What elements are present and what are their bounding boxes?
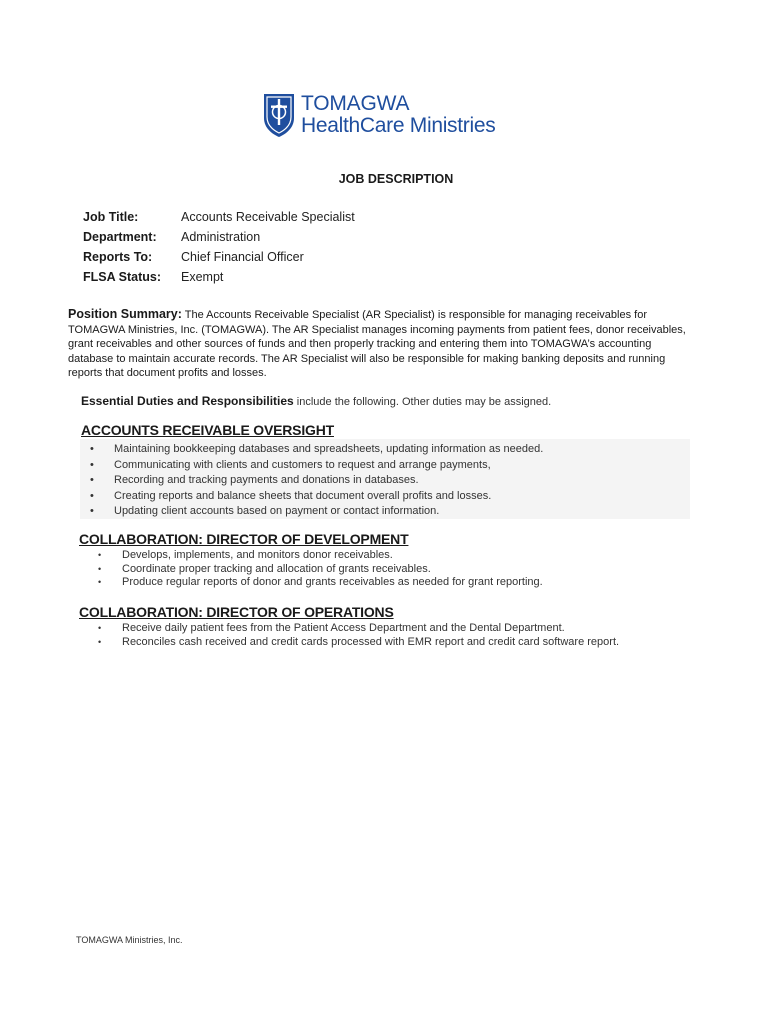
job-info-row xyxy=(83,227,355,247)
logo-wordmark xyxy=(301,92,495,136)
job-info-table xyxy=(83,207,355,287)
list-item-text: Receive daily patient fees from the Patient Access Department and the Dental Department. xyxy=(122,622,565,634)
list-item-text: Communicating with clients and customers to request and arrange payments, xyxy=(114,458,491,471)
job-title-label: Job Title: xyxy=(83,210,139,224)
list-item xyxy=(98,563,543,577)
list-item-text: Coordinate proper tracking and allocation of grants receivables. xyxy=(122,562,431,575)
logo-name-line1: TOMAGWA xyxy=(301,92,410,115)
duties-intro-bold: Essential Duties and Responsibilities xyxy=(81,394,294,408)
reports-to-value: Chief Financial Officer xyxy=(181,250,304,264)
list-item xyxy=(98,576,543,590)
document-title: JOB DESCRIPTION xyxy=(338,172,454,186)
department-label: Department: xyxy=(83,230,157,244)
bullet-icon: • xyxy=(98,577,102,588)
bullet-icon: • xyxy=(90,458,94,471)
bullet-icon: • xyxy=(98,623,102,633)
duties-intro-rest: include the following. Other duties may be assigned. xyxy=(296,396,552,408)
list-item xyxy=(98,636,658,650)
logo-name-line2: HealthCare Ministries xyxy=(301,114,496,137)
list-item-text: Recording and tracking payments and donations in databases. xyxy=(114,474,419,486)
position-summary-label: Position Summary: xyxy=(68,307,182,321)
position-summary xyxy=(68,307,693,381)
list-item-text: Produce regular reports of donor and grants receivables as needed for grant reporting. xyxy=(122,576,543,589)
bullet-icon: • xyxy=(90,505,94,517)
director-operations-list xyxy=(98,622,658,649)
reports-to-label: Reports To: xyxy=(83,250,153,264)
job-info-row xyxy=(83,267,355,287)
list-item xyxy=(90,504,543,520)
shield-cross-icon xyxy=(263,92,295,138)
bullet-icon: • xyxy=(90,443,94,455)
list-item-text: Reconciles cash received and credit cards processed with EMR report and credit card software report. xyxy=(122,635,620,648)
list-item xyxy=(90,442,543,458)
duties-intro xyxy=(81,394,551,408)
department-value: Administration xyxy=(181,230,261,244)
list-item-text: Updating client accounts based on payment or contact information. xyxy=(114,505,440,517)
bullet-icon: • xyxy=(90,489,94,502)
bullet-icon: • xyxy=(98,636,102,647)
organization-logo xyxy=(263,92,503,140)
flsa-status-label: FLSA Status: xyxy=(83,270,162,284)
list-item xyxy=(90,473,543,489)
list-item xyxy=(90,489,543,505)
job-info-row xyxy=(83,247,355,267)
list-item xyxy=(98,549,543,563)
section-heading-ar-oversight: ACCOUNTS RECEIVABLE OVERSIGHT xyxy=(81,422,334,438)
list-item-text: Maintaining bookkeeping databases and spreadsheets, updating information as needed. xyxy=(114,443,544,455)
flsa-status-value: Exempt xyxy=(181,270,224,284)
list-item-text: Develops, implements, and monitors donor receivables. xyxy=(122,549,393,561)
bullet-icon: • xyxy=(98,550,102,560)
page-footer: TOMAGWA Ministries, Inc. xyxy=(76,935,183,945)
job-info-row xyxy=(83,207,355,227)
section-heading-director-operations: COLLABORATION: DIRECTOR OF OPERATIONS xyxy=(79,604,394,620)
job-title-value: Accounts Receivable Specialist xyxy=(181,210,355,224)
bullet-icon: • xyxy=(98,563,102,574)
director-development-list xyxy=(98,549,543,590)
list-item xyxy=(98,622,658,636)
ar-oversight-list xyxy=(90,442,543,520)
list-item xyxy=(90,458,543,474)
bullet-icon: • xyxy=(90,474,94,486)
list-item-text: Creating reports and balance sheets that document overall profits and losses. xyxy=(114,489,492,502)
position-summary-text: The Accounts Receivable Specialist (AR Specialist) is responsible for managing receivables for TOMAGWA Ministries, Inc. (TOMAGWA). The AR Specialist manages incoming payments from patient fees, donor receivables, grant receivables and other sources of funds and then properly tracking and entering them into TOMAGWA’s accounting database to maintain accurate records. The AR Specialist will also be responsible for making banking deposits and running reports that document profits and losses. xyxy=(68,309,686,380)
section-heading-director-development: COLLABORATION: DIRECTOR OF DEVELOPMENT xyxy=(79,531,409,547)
